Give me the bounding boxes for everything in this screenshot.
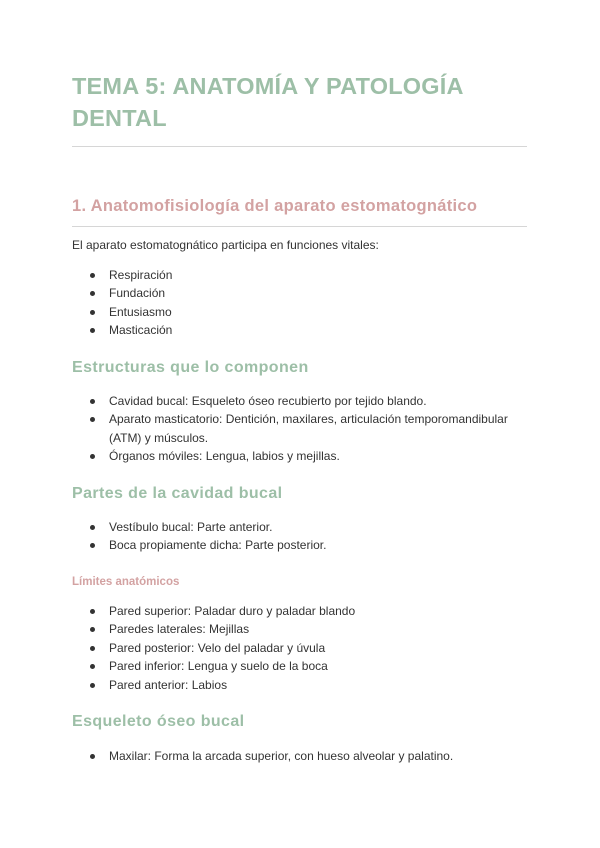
estructuras-list (72, 392, 527, 466)
bullet-icon (90, 754, 95, 759)
list-item: Vestíbulo bucal: Parte anterior. (72, 518, 527, 536)
page-title: TEMA 5: ANATOMÍA Y PATOLOGÍA DENTAL (72, 73, 463, 131)
section-1-divider (72, 226, 527, 227)
esqueleto-list (72, 747, 527, 765)
list-item: Pared superior: Paladar duro y paladar blando (72, 602, 527, 620)
partes-list (72, 518, 527, 555)
bullet-icon (90, 646, 95, 651)
partes-heading: Partes de la cavidad bucal (72, 485, 283, 502)
bullet-icon (90, 291, 95, 296)
bullet-icon (90, 664, 95, 669)
list-item: Pared inferior: Lengua y suelo de la boca (72, 657, 527, 675)
bullet-icon (90, 273, 95, 278)
list-item: Órganos móviles: Lengua, labios y mejillas. (72, 447, 527, 465)
list-item: Paredes laterales: Mejillas (72, 620, 527, 638)
bullet-icon (90, 525, 95, 530)
list-item: Respiración (72, 266, 527, 284)
bullet-icon (90, 627, 95, 632)
title-divider (72, 146, 527, 147)
bullet-icon (90, 609, 95, 614)
bullet-icon (90, 454, 95, 459)
esqueleto-heading: Esqueleto óseo bucal (72, 713, 245, 730)
list-item: Fundación (72, 284, 527, 302)
bullet-icon (90, 328, 95, 333)
functions-list (72, 266, 527, 340)
list-item: Masticación (72, 321, 527, 339)
list-item: Entusiasmo (72, 303, 527, 321)
list-item: Pared posterior: Velo del paladar y úvula (72, 639, 527, 657)
section-1-heading: 1. Anatomofisiología del aparato estomatognático (72, 197, 478, 215)
bullet-icon (90, 683, 95, 688)
bullet-icon (90, 543, 95, 548)
list-item: Aparato masticatorio: Dentición, maxilares, articulación temporomandibular (ATM) y músculos. (72, 410, 527, 447)
list-item: Boca propiamente dicha: Parte posterior. (72, 536, 527, 554)
bullet-icon (90, 399, 95, 404)
list-item: Cavidad bucal: Esqueleto óseo recubierto por tejido blando. (72, 392, 527, 410)
limites-heading: Límites anatómicos (72, 576, 180, 588)
bullet-icon (90, 310, 95, 315)
bullet-icon (90, 417, 95, 422)
list-item: Maxilar: Forma la arcada superior, con hueso alveolar y palatino. (72, 747, 527, 765)
limites-list (72, 602, 527, 694)
list-item: Pared anterior: Labios (72, 676, 527, 694)
section-1-intro: El aparato estomatognático participa en funciones vitales: (72, 238, 379, 252)
estructuras-heading: Estructuras que lo componen (72, 359, 309, 376)
